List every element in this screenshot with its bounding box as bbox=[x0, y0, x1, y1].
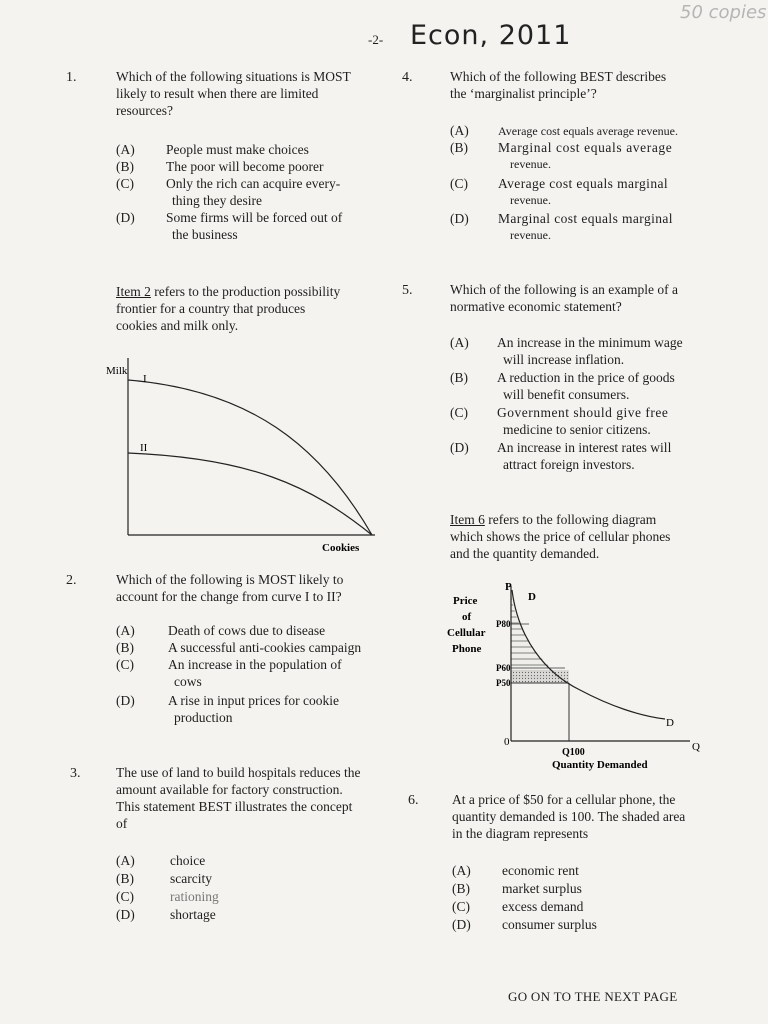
option-d-text-cont: attract foreign investors. bbox=[503, 457, 635, 472]
question-2-number: 2. bbox=[66, 573, 77, 588]
question-6-stem bbox=[452, 791, 722, 842]
option-d-letter: (D) bbox=[450, 211, 469, 226]
option-a-text: economic rent bbox=[502, 863, 579, 878]
option-c-letter: (C) bbox=[116, 176, 134, 191]
p50-label: P50 bbox=[496, 678, 511, 688]
option-c-text: Only the rich can acquire every- bbox=[166, 176, 341, 191]
stem-line: quantity demanded is 100. The shaded area bbox=[452, 809, 686, 824]
question-3-stem bbox=[116, 764, 396, 832]
option-b-letter: (B) bbox=[450, 140, 468, 155]
stem-line: normative economic statement? bbox=[450, 299, 622, 314]
p80-label: P80 bbox=[496, 619, 511, 629]
option-c-text-cont: medicine to senior citizens. bbox=[503, 422, 651, 437]
intro-line: frontier for a country that produces bbox=[116, 301, 306, 316]
stem-line: likely to result when there are limited bbox=[116, 86, 319, 101]
intro-line: and the quantity demanded. bbox=[450, 546, 600, 561]
option-a-text-cont: will increase inflation. bbox=[503, 352, 625, 367]
option-c-text: Average cost equals marginal bbox=[498, 176, 669, 191]
question-2-options bbox=[116, 622, 396, 732]
handwritten-title: Econ, 2011 bbox=[410, 20, 572, 51]
option-c-letter: (C) bbox=[450, 405, 468, 420]
option-a-text: People must make choices bbox=[166, 142, 309, 157]
option-d-letter: (D) bbox=[116, 210, 135, 225]
question-2-stem bbox=[116, 571, 396, 605]
handwritten-note: 50 copies bbox=[680, 2, 767, 23]
option-a-text: choice bbox=[170, 853, 206, 868]
option-d-letter: (D) bbox=[452, 917, 471, 932]
d-bottom-label: D bbox=[666, 717, 674, 729]
item-6-intro bbox=[450, 511, 720, 562]
option-c-text: An increase in the population of bbox=[168, 657, 342, 672]
option-b-text: market surplus bbox=[502, 881, 582, 896]
intro-line: which shows the price of cellular phones bbox=[450, 529, 671, 544]
option-d-text: An increase in interest rates will bbox=[497, 440, 672, 455]
option-d-text: A rise in input prices for cookie bbox=[168, 693, 339, 708]
question-4-options bbox=[450, 122, 720, 252]
stem-line: amount available for factory construction. bbox=[116, 782, 343, 797]
option-d-text: shortage bbox=[170, 907, 216, 922]
shaded-area bbox=[511, 592, 569, 683]
stem-line: Which of the following is MOST likely to bbox=[116, 572, 344, 587]
option-b-text: Marginal cost equals average bbox=[498, 140, 673, 155]
option-a-letter: (A) bbox=[452, 863, 471, 878]
ppf-diagram bbox=[100, 350, 390, 560]
option-c-letter: (C) bbox=[450, 176, 468, 191]
option-a-letter: (A) bbox=[116, 853, 135, 868]
intro-line: cookies and milk only. bbox=[116, 318, 239, 333]
stem-line: Which of the following situations is MOST bbox=[116, 69, 351, 84]
option-b-letter: (B) bbox=[116, 871, 134, 886]
option-a-letter: (A) bbox=[450, 123, 469, 138]
option-d-text-cont: revenue. bbox=[510, 228, 551, 242]
option-a-letter: (A) bbox=[116, 142, 135, 157]
stem-line: The use of land to build hospitals reduces the bbox=[116, 765, 361, 780]
y-label-line: Phone bbox=[452, 643, 482, 655]
option-c-letter: (C) bbox=[116, 889, 134, 904]
q100-label: Q100 bbox=[562, 747, 585, 758]
option-d-text: Marginal cost equals marginal bbox=[498, 211, 673, 226]
question-3-number: 3. bbox=[70, 766, 81, 781]
option-c-text-cont: revenue. bbox=[510, 193, 551, 207]
p60-label: P60 bbox=[496, 663, 511, 673]
option-c-text: rationing bbox=[170, 889, 219, 904]
option-b-text-cont: will benefit consumers. bbox=[503, 387, 630, 402]
option-b-letter: (B) bbox=[450, 370, 468, 385]
item-2-intro bbox=[116, 283, 386, 334]
y-label-line: of bbox=[462, 611, 472, 623]
question-3-options bbox=[116, 852, 376, 932]
stem-line: of bbox=[116, 816, 128, 831]
option-b-letter: (B) bbox=[116, 640, 134, 655]
stem-line: At a price of $50 for a cellular phone, the bbox=[452, 792, 676, 807]
option-d-text: consumer surplus bbox=[502, 917, 597, 932]
intro-line: refers to the following diagram bbox=[484, 512, 657, 527]
option-b-letter: (B) bbox=[116, 159, 134, 174]
option-d-letter: (D) bbox=[116, 693, 135, 708]
option-c-text-cont: cows bbox=[174, 674, 202, 689]
stem-line: in the diagram represents bbox=[452, 826, 589, 841]
item-2-label: Item 2 bbox=[116, 284, 151, 299]
option-c-letter: (C) bbox=[452, 899, 470, 914]
item-6-label: Item 6 bbox=[450, 512, 485, 527]
option-a-text: An increase in the minimum wage bbox=[497, 335, 683, 350]
shaded-band bbox=[511, 670, 569, 683]
question-5-options bbox=[450, 334, 720, 474]
option-b-letter: (B) bbox=[452, 881, 470, 896]
origin-label: 0 bbox=[504, 736, 510, 748]
option-c-letter: (C) bbox=[116, 657, 134, 672]
ppf-label-i: I bbox=[143, 373, 147, 385]
stem-line: This statement BEST illustrates the concept bbox=[116, 799, 353, 814]
option-d-letter: (D) bbox=[116, 907, 135, 922]
ppf-curve-i bbox=[128, 380, 372, 535]
ppf-curve-ii bbox=[128, 453, 372, 535]
option-c-text: excess demand bbox=[502, 899, 584, 914]
stem-line: Which of the following is an example of a bbox=[450, 282, 678, 297]
question-4-number: 4. bbox=[402, 70, 413, 85]
option-b-text: A successful anti-cookies campaign bbox=[168, 640, 362, 655]
option-d-text-cont: the business bbox=[172, 227, 238, 242]
option-d-text: Some firms will be forced out of bbox=[166, 210, 343, 225]
option-d-text-cont: production bbox=[174, 710, 233, 725]
option-c-text: Government should give free bbox=[497, 405, 669, 420]
footer-next-page: GO ON TO THE NEXT PAGE bbox=[508, 989, 678, 1004]
y-label-line: Price bbox=[453, 595, 478, 607]
question-4-stem bbox=[450, 68, 720, 102]
stem-line: account for the change from curve I to II? bbox=[116, 589, 342, 604]
stem-line: Which of the following BEST describes bbox=[450, 69, 667, 84]
option-b-text: scarcity bbox=[170, 871, 212, 886]
question-5-stem bbox=[450, 281, 720, 315]
option-d-letter: (D) bbox=[450, 440, 469, 455]
stem-line: the ‘marginalist principle’? bbox=[450, 86, 597, 101]
question-6-number: 6. bbox=[408, 793, 419, 808]
stem-line: resources? bbox=[116, 103, 173, 118]
option-b-text-cont: revenue. bbox=[510, 157, 551, 171]
option-b-text: The poor will become poorer bbox=[166, 159, 324, 174]
d-top-label: D bbox=[528, 591, 536, 603]
y-label-line: Cellular bbox=[447, 627, 486, 639]
option-a-letter: (A) bbox=[450, 335, 469, 350]
question-6-options bbox=[452, 862, 712, 942]
intro-line: refers to the production possibility bbox=[150, 284, 341, 299]
option-c-text-cont: thing they desire bbox=[172, 193, 262, 208]
demand-x-label: Quantity Demanded bbox=[552, 759, 648, 771]
option-b-text: A reduction in the price of goods bbox=[497, 370, 675, 385]
page-number: -2- bbox=[368, 32, 384, 47]
question-1-number: 1. bbox=[66, 70, 77, 85]
ppf-label-ii: II bbox=[140, 442, 148, 454]
option-a-text: Average cost equals average revenue. bbox=[498, 124, 679, 138]
q-axis-label: Q bbox=[692, 741, 700, 753]
ppf-y-label: Milk bbox=[106, 365, 128, 377]
option-a-letter: (A) bbox=[116, 623, 135, 638]
option-a-text: Death of cows due to disease bbox=[168, 623, 326, 638]
question-1-stem bbox=[116, 68, 386, 119]
question-5-number: 5. bbox=[402, 283, 413, 298]
question-1-options bbox=[116, 141, 396, 251]
demand-diagram bbox=[440, 578, 720, 778]
ppf-x-label: Cookies bbox=[322, 542, 360, 554]
p-axis-label: P bbox=[505, 581, 512, 593]
